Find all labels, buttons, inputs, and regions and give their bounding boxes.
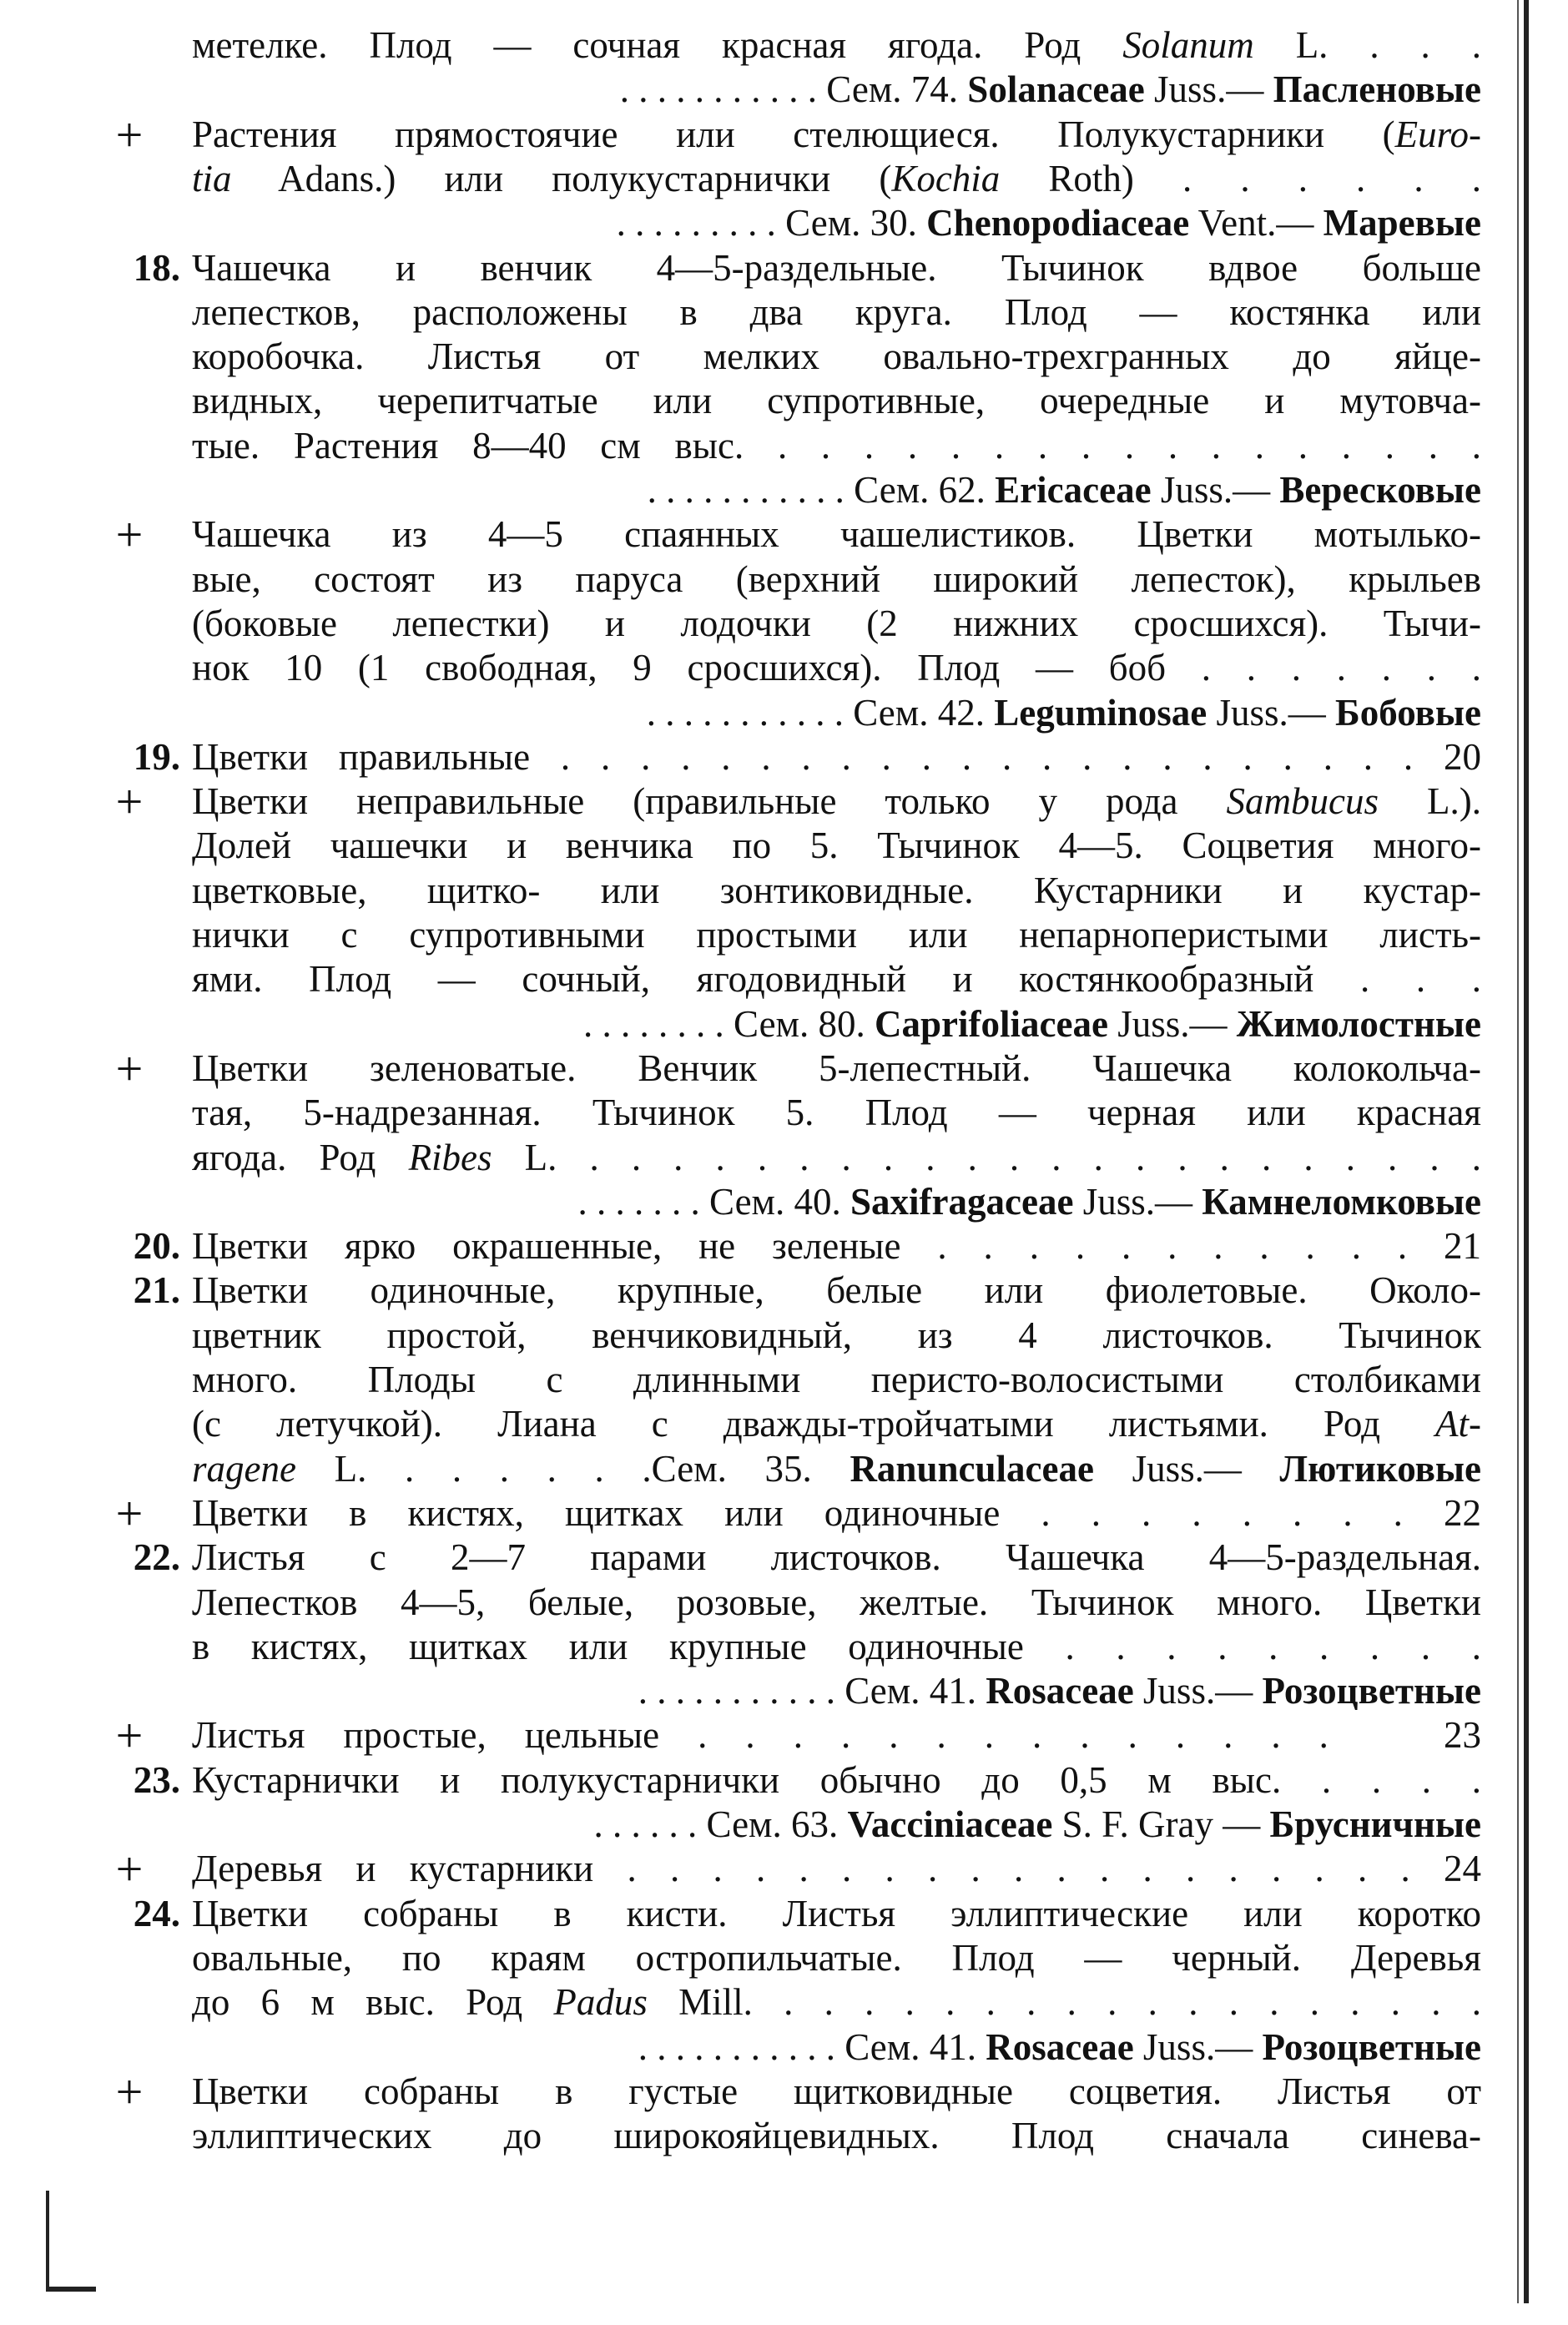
line-text (192, 1447, 1481, 1491)
text-run: (с летучкой). Лиана с дважды-тройчатыми листьями. Род (192, 1403, 1436, 1445)
line-text (192, 1047, 1481, 1091)
family-name: Маревые (1323, 202, 1481, 245)
text-line (0, 290, 1568, 335)
text-line (0, 246, 1568, 290)
text-run: Лепестков 4—5, белые, розовые, желтые. Тычинок много. Цветки (192, 1581, 1481, 1623)
family-name: Caprifoliaceae (875, 1002, 1108, 1045)
line-text (192, 424, 1481, 468)
key-step-number: 20. (133, 1225, 180, 1268)
text-line (0, 1581, 1568, 1625)
text-run: S. F. Gray — (1052, 1803, 1270, 1845)
line-text (192, 869, 1481, 913)
text-line (0, 23, 1568, 68)
family-name: Chenopodiaceae (926, 202, 1190, 245)
text-run: до 6 м выс. Род (192, 1981, 554, 2024)
text-run: Juss.— (1133, 2025, 1263, 2068)
key-alternative-marker: + (115, 2064, 144, 2119)
text-run: (боковые лепестки) и лодочки (2 нижних сросшихся). Тычи- (192, 602, 1481, 644)
line-text (192, 1536, 1481, 1580)
text-line (0, 1803, 1568, 1847)
text-run: . . . . . . . . . . . Сем. 42. (646, 691, 995, 734)
line-text (192, 557, 1481, 602)
text-line (0, 557, 1568, 602)
page-corner-mark (46, 2191, 49, 2291)
text-run: Juss.— (1133, 1670, 1263, 1712)
text-line (0, 869, 1568, 913)
key-alternative-marker: + (115, 1485, 144, 1541)
line-text (192, 468, 1481, 512)
text-run: Листья с 2—7 парами листочков. Чашечка 4—5-раздельная. (192, 1536, 1481, 1579)
text-run: Juss.— (1107, 1002, 1237, 1045)
text-run: Цветки неправильные (правильные только у рода (192, 780, 1227, 823)
text-run: . . . . . . . . . . . Сем. 41. (638, 1670, 986, 1712)
page-corner-mark-base (46, 2287, 96, 2292)
text-line (0, 1091, 1568, 1135)
text-line (0, 2025, 1568, 2070)
text-run: Чашечка и венчик 4—5-раздельные. Тычинок вдвое больше (192, 246, 1481, 289)
line-text (192, 1180, 1481, 1224)
text-run: . . . . . . . . . . . Сем. 41. (638, 2025, 986, 2068)
text-run: Кустарнички и полукустарнички обычно до 0,5 м выс. . . . . (192, 1758, 1481, 1801)
text-line (0, 1314, 1568, 1358)
text-run: Juss.— (1207, 691, 1336, 734)
text-line (0, 468, 1568, 512)
text-line (0, 335, 1568, 379)
family-name: Жимолостные (1236, 1002, 1481, 1045)
text-line (0, 157, 1568, 201)
family-name: Rosaceae (986, 1670, 1134, 1712)
line-text (192, 1002, 1481, 1047)
text-run: Растения прямостоячие или стелющиеся. Полукустарники ( (192, 113, 1395, 155)
text-run: коробочка. Листья от мелких овально-трехгранных до яйце- (192, 335, 1481, 378)
text-line (0, 1358, 1568, 1402)
text-run: Juss.— (1151, 469, 1280, 511)
text-run: . . . . . . . . . . . Сем. 74. (619, 68, 968, 111)
text-run: . . . . . . . . Сем. 80. (583, 1002, 875, 1045)
text-line (0, 201, 1568, 245)
text-line (0, 68, 1568, 112)
text-line (0, 1980, 1568, 2025)
text-line (0, 1708, 1568, 1763)
family-name: Бобовые (1335, 691, 1481, 734)
family-name: Вересковые (1279, 469, 1481, 511)
line-text (192, 201, 1481, 245)
text-line (0, 1041, 1568, 1096)
text-run: L. . . . (1253, 24, 1481, 66)
text-run: видных, черепитчатые или супротивные, очередные и мутовча- (192, 380, 1481, 422)
key-step-number: 18. (133, 246, 180, 289)
line-text (192, 1581, 1481, 1625)
key-alternative-marker: + (115, 107, 144, 162)
line-text (192, 1314, 1481, 1358)
latin-name: ragene (192, 1447, 296, 1490)
latin-name: At- (1435, 1403, 1481, 1445)
text-line (0, 2114, 1568, 2158)
text-run: Цветки в кистях, щитках или одиночные . . . . . . . . 22 (192, 1491, 1481, 1534)
text-run: нички с супротивными простыми или непарноперистыми листь- (192, 914, 1481, 956)
text-line (0, 1669, 1568, 1713)
text-line (0, 1402, 1568, 1446)
line-text (192, 646, 1481, 690)
text-run: Juss.— (1073, 1180, 1202, 1223)
key-alternative-marker: + (115, 1041, 144, 1096)
family-name: Leguminosae (994, 691, 1208, 734)
text-run: Цветки ярко окрашенные, не зеленые . . . . . . . . . . . 21 (192, 1225, 1481, 1268)
family-name: Пасленовые (1273, 68, 1481, 111)
family-name: Ericaceae (995, 469, 1152, 511)
line-text (192, 2114, 1481, 2158)
text-line (0, 1224, 1568, 1268)
family-name: Розоцветные (1262, 1670, 1481, 1712)
text-run: Roth) . . . . . . (1000, 157, 1481, 199)
text-run: . . . . . . Сем. 63. (593, 1803, 848, 1845)
text-run: . . . . . . . Сем. 40. (577, 1180, 851, 1223)
text-line (0, 1892, 1568, 1936)
text-run: Цветки одиночные, крупные, белые или фиолетовые. Около- (192, 1269, 1481, 1312)
line-text (192, 2025, 1481, 2070)
key-step-number: 22. (133, 1536, 180, 1579)
text-run: Цветки правильные . . . . . . . . . . . . . . . . . . . . . . 20 (192, 735, 1481, 778)
text-line (0, 507, 1568, 562)
family-name: Solanaceae (967, 68, 1145, 111)
text-line (0, 2064, 1568, 2119)
line-text (192, 1491, 1481, 1536)
text-line (0, 1136, 1568, 1180)
text-line (0, 1485, 1568, 1541)
text-line (0, 913, 1568, 957)
family-name: Vacciniaceae (847, 1803, 1053, 1845)
text-line (0, 424, 1568, 468)
text-line (0, 1936, 1568, 1980)
line-text (192, 1847, 1481, 1891)
family-name: Розоцветные (1262, 2025, 1481, 2068)
latin-name: Solanum (1122, 24, 1254, 66)
line-text (192, 1091, 1481, 1135)
text-line (0, 691, 1568, 735)
line-text (192, 113, 1481, 157)
latin-name: Sambucus (1226, 780, 1379, 823)
text-line (0, 646, 1568, 690)
line-text (192, 157, 1481, 201)
text-line (0, 774, 1568, 830)
text-run: в кистях, щитках или крупные одиночные . . . . . . . . . (192, 1625, 1481, 1667)
line-text (192, 957, 1481, 1001)
line-text (192, 913, 1481, 957)
text-line (0, 1180, 1568, 1224)
text-run: Долей чашечки и венчика по 5. Тычинок 4—5. Соцветия много- (192, 825, 1481, 867)
text-line (0, 379, 1568, 423)
line-text (192, 691, 1481, 735)
line-text (192, 735, 1481, 779)
family-name: Брусничные (1269, 1803, 1481, 1845)
line-text (192, 335, 1481, 379)
line-text (192, 824, 1481, 868)
line-text (192, 1268, 1481, 1313)
text-line (0, 824, 1568, 868)
text-run: лепестков, расположены в два круга. Плод — костянка или (192, 290, 1481, 333)
text-line (0, 957, 1568, 1001)
text-line (0, 735, 1568, 779)
text-run: тые. Растения 8—40 см выс. . . . . . . . . . . . . . . . . . (192, 424, 1481, 467)
text-run: ями. Плод — сочный, ягодовидный и костянкообразный . . . (192, 958, 1481, 1001)
key-step-number: 19. (133, 735, 180, 778)
line-text (192, 512, 1481, 557)
text-run: Цветки собраны в густые щитковидные соцветия. Листья от (192, 2070, 1481, 2112)
text-line (0, 107, 1568, 162)
text-run: L. . . . . . .Сем. 35. (295, 1447, 850, 1490)
family-name: Rosaceae (986, 2025, 1134, 2068)
text-line (0, 1536, 1568, 1580)
text-run: L.). (1379, 780, 1481, 823)
text-run: овальные, по краям остропильчатые. Плод — черный. Деревья (192, 1936, 1481, 1979)
key-alternative-marker: + (115, 1708, 144, 1763)
text-line (0, 1002, 1568, 1047)
text-run: Mill. . . . . . . . . . . . . . . . . . . (647, 1981, 1481, 2024)
line-text (192, 1758, 1481, 1803)
text-run: Листья простые, цельные . . . . . . . . . . . . . . 23 (192, 1714, 1481, 1757)
line-text (192, 1936, 1481, 1980)
line-text (192, 23, 1481, 68)
line-text (192, 246, 1481, 290)
text-run: Vent.— (1189, 202, 1323, 245)
text-run: цветник простой, венчиковидный, из 4 листочков. Тычинок (192, 1314, 1481, 1356)
line-text (192, 1713, 1481, 1758)
family-name: Ranunculaceae (850, 1447, 1094, 1490)
text-run: Juss.— (1093, 1447, 1280, 1490)
text-run: Juss.— (1144, 68, 1273, 111)
text-run: тая, 5-надрезанная. Тычинок 5. Плод — черная или красная (192, 1092, 1481, 1134)
text-run: Чашечка из 4—5 спаянных чашелистиков. Цветки мотылько- (192, 513, 1481, 556)
key-step-number: 24. (133, 1892, 180, 1934)
text-run: цветковые, щитко- или зонтиковидные. Кустарники и кустар- (192, 869, 1481, 911)
latin-name: tia (192, 157, 232, 199)
line-text (192, 1669, 1481, 1713)
line-text (192, 602, 1481, 646)
key-step-number: 23. (133, 1758, 180, 1801)
line-text (192, 1136, 1481, 1180)
text-run: . . . . . . . . . . . Сем. 62. (647, 469, 996, 511)
text-run: L. . . . . . . . . . . . . . . . . . . . . . . (492, 1136, 1481, 1178)
line-text (192, 1625, 1481, 1669)
latin-name: Padus (553, 1981, 648, 2024)
text-run: много. Плоды с длинными перисто-волосистыми столбиками (192, 1359, 1481, 1400)
text-run: . . . . . . . . . Сем. 30. (616, 202, 927, 245)
text-line (0, 602, 1568, 646)
key-alternative-marker: + (115, 1842, 144, 1897)
text-run: вые, состоят из паруса (верхний широкий лепесток), крыльев (192, 557, 1481, 600)
line-text (192, 1803, 1481, 1847)
key-alternative-marker: + (115, 774, 144, 830)
family-name: Saxifragaceae (850, 1180, 1074, 1223)
line-text (192, 1358, 1481, 1402)
text-line (0, 1758, 1568, 1803)
line-text (192, 1980, 1481, 2025)
key-alternative-marker: + (115, 507, 144, 562)
text-run: метелке. Плод — сочная красная ягода. Род (192, 24, 1123, 66)
line-text (192, 1402, 1481, 1446)
family-name: Лютиковые (1279, 1447, 1481, 1490)
text-run: Цветки зеленоватые. Венчик 5-лепестный. Чашечка колокольча- (192, 1047, 1481, 1089)
line-text (192, 2070, 1481, 2114)
text-run: эллиптических до широкояйцевидных. Плод сначала синева- (192, 2115, 1481, 2157)
line-text (192, 379, 1481, 423)
line-text (192, 290, 1481, 335)
text-line (0, 1447, 1568, 1491)
text-line (0, 1842, 1568, 1897)
text-line (0, 1268, 1568, 1313)
line-text (192, 779, 1481, 824)
text-run: Деревья и кустарники . . . . . . . . . . . . . . . . . . . 24 (192, 1848, 1481, 1890)
text-line (0, 1625, 1568, 1669)
latin-name: Kochia (891, 157, 1001, 199)
line-text (192, 68, 1481, 112)
latin-name: Euro- (1394, 113, 1481, 155)
line-text (192, 1224, 1481, 1268)
text-run: Adans.) или полукустарнички ( (231, 157, 892, 199)
text-run: нок 10 (1 свободная, 9 сросшихся). Плод — боб . . . . . . . (192, 647, 1481, 689)
text-run: Цветки собраны в кисти. Листья эллиптические или коротко (192, 1892, 1481, 1934)
key-step-number: 21. (133, 1269, 180, 1312)
line-text (192, 1892, 1481, 1936)
family-name: Камнеломковые (1202, 1180, 1481, 1223)
text-run: ягода. Род (192, 1136, 409, 1178)
latin-name: Ribes (408, 1136, 492, 1178)
